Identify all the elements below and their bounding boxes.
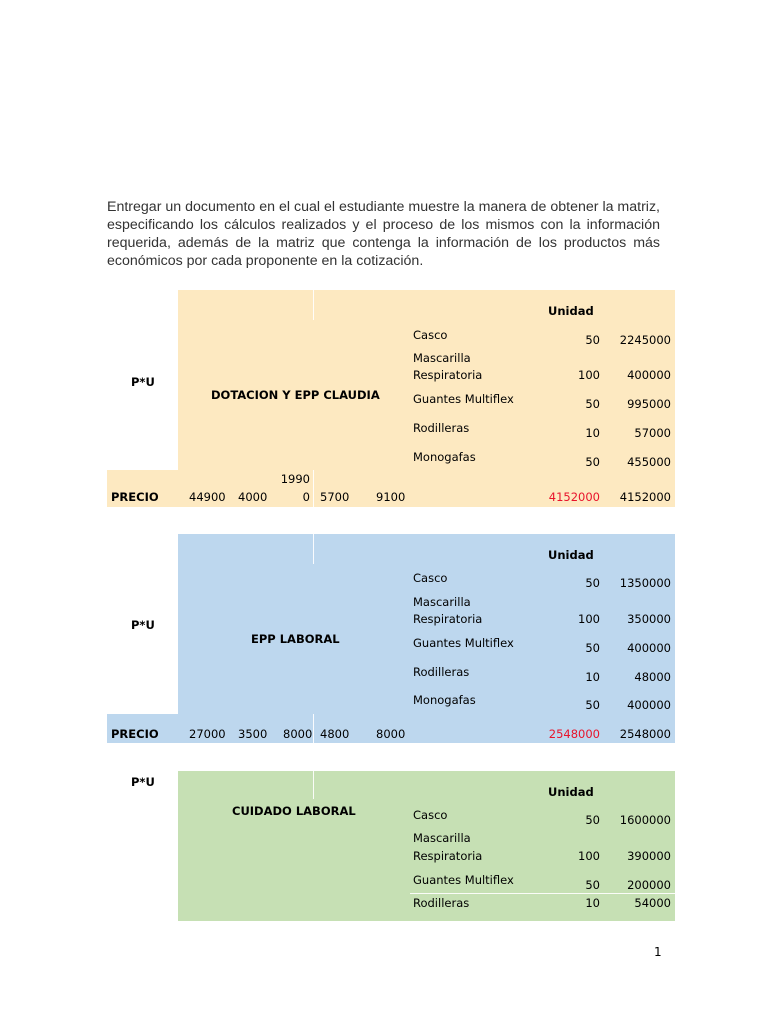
price-label: PRECIO <box>111 727 159 741</box>
item-total: 400000 <box>627 641 671 655</box>
item-unit: 50 <box>585 878 600 892</box>
item-total: 200000 <box>627 878 671 892</box>
item-total: 48000 <box>634 670 671 684</box>
pu-label: P*U <box>131 775 155 789</box>
item-name: Rodilleras <box>413 896 470 910</box>
price-value: 1990 <box>280 472 310 486</box>
intro-paragraph: Entregar un documento en el cual el estudiante muestre la manera de obtener la matriz, especificando los cálculos realizados y el proceso de los mismos con la información requerida, además de la matriz que contenga la información de los productos más económicos por cada proponente en la cotización. <box>107 199 660 269</box>
item-name: Rodilleras <box>413 421 470 435</box>
item-unit: 10 <box>585 426 600 440</box>
item-total: 995000 <box>627 397 671 411</box>
item-name: Guantes Multiflex <box>413 636 514 650</box>
item-name: Respiratoria <box>413 368 483 382</box>
item-total: 350000 <box>627 612 671 626</box>
item-name: Mascarilla <box>413 595 471 609</box>
unit-header: Unidad <box>548 785 594 799</box>
item-name: Monogafas <box>413 450 476 464</box>
item-unit: 100 <box>578 612 600 626</box>
item-name: Mascarilla <box>413 351 471 365</box>
pu-label: P*U <box>131 618 155 632</box>
item-total: 390000 <box>627 849 671 863</box>
price-sum-highlight: 2548000 <box>548 727 600 741</box>
unit-header: Unidad <box>548 304 594 318</box>
price-value: 8000 <box>376 727 406 741</box>
item-unit: 50 <box>585 698 600 712</box>
price-value: 27000 <box>189 727 226 741</box>
price-value: 3500 <box>238 727 268 741</box>
item-unit: 50 <box>585 397 600 411</box>
item-unit: 10 <box>585 670 600 684</box>
item-unit: 50 <box>585 333 600 347</box>
item-name: Casco <box>413 571 448 585</box>
item-name: Guantes Multiflex <box>413 392 514 406</box>
item-total: 54000 <box>634 896 671 910</box>
item-unit: 100 <box>578 368 600 382</box>
item-name: Rodilleras <box>413 665 470 679</box>
price-value: 9100 <box>376 490 406 504</box>
item-unit: 50 <box>585 455 600 469</box>
item-unit: 50 <box>585 813 600 827</box>
item-unit: 50 <box>585 576 600 590</box>
price-label: PRECIO <box>111 490 159 504</box>
item-name: Mascarilla <box>413 831 471 845</box>
price-value: 0 <box>302 490 310 504</box>
item-total: 1350000 <box>619 576 671 590</box>
price-sum: 2548000 <box>619 727 671 741</box>
item-total: 2245000 <box>619 333 671 347</box>
item-name: Casco <box>413 328 448 342</box>
price-value: 5700 <box>320 490 350 504</box>
price-value: 4000 <box>238 490 268 504</box>
item-total: 455000 <box>627 455 671 469</box>
price-sum-highlight: 4152000 <box>548 490 600 504</box>
item-name: Monogafas <box>413 693 476 707</box>
page-number: 1 <box>654 945 662 959</box>
table-title: EPP LABORAL <box>251 632 340 646</box>
item-total: 400000 <box>627 368 671 382</box>
price-value: 44900 <box>189 490 226 504</box>
unit-header: Unidad <box>548 548 594 562</box>
item-name: Guantes Multiflex <box>413 873 514 887</box>
pu-label: P*U <box>131 375 155 389</box>
item-name: Respiratoria <box>413 849 483 863</box>
item-total: 400000 <box>627 698 671 712</box>
item-total: 57000 <box>634 426 671 440</box>
item-name: Respiratoria <box>413 612 483 626</box>
price-value: 8000 <box>283 727 313 741</box>
item-unit: 100 <box>578 849 600 863</box>
item-total: 1600000 <box>619 813 671 827</box>
item-unit: 50 <box>585 641 600 655</box>
item-unit: 10 <box>585 896 600 910</box>
price-value: 4800 <box>320 727 350 741</box>
price-sum: 4152000 <box>619 490 671 504</box>
item-name: Casco <box>413 808 448 822</box>
table-title: DOTACION Y EPP CLAUDIA <box>211 388 380 402</box>
table-title: CUIDADO LABORAL <box>232 804 356 818</box>
